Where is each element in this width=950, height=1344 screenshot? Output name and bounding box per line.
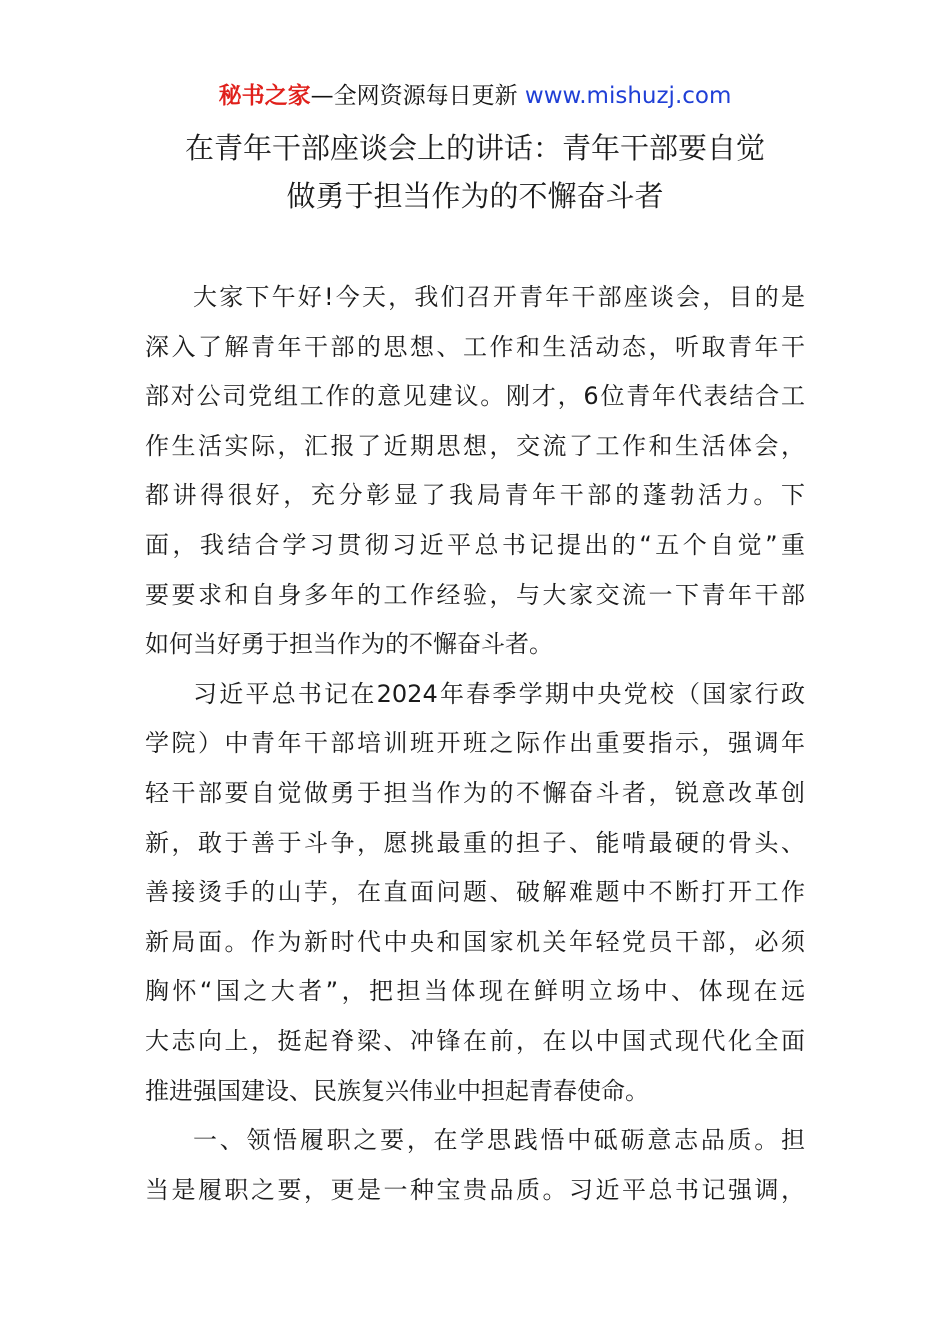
text-line: 当是履职之要，更是一种宝贵品质。习近平总书记强调， (145, 1175, 805, 1204)
text-line: 大家下午好!今天，我们召开青年干部座谈会，目的是 (193, 283, 805, 311)
text-line: 推进强国建设、民族复兴伟业中担起青春使命。 (145, 1076, 649, 1105)
document-body (145, 273, 805, 1215)
text-line: 胸怀“国之大者”，把担当体现在鲜明立场中、体现在远 (145, 977, 805, 1006)
text-line: 轻干部要自觉做勇于担当作为的不懈奋斗者，锐意改革创 (145, 778, 805, 807)
text-line: 面，我结合学习贯彻习近平总书记提出的“五个自觉”重 (145, 530, 805, 559)
site-header (0, 80, 950, 112)
text-line: 深入了解青年干部的思想、工作和生活动态，听取青年干 (145, 332, 805, 361)
text-line: 都讲得很好，充分彰显了我局青年干部的蓬勃活力。下 (145, 481, 805, 510)
text-line: 作生活实际，汇报了近期思想，交流了工作和生活体会， (145, 431, 805, 460)
text-line: 新，敢于善于斗争，愿挑最重的担子、能啃最硬的骨头、 (145, 828, 805, 857)
text-line: 学院）中青年干部培训班开班之际作出重要指示，强调年 (145, 729, 805, 758)
paragraph-1 (145, 273, 805, 670)
text-line: 一、领悟履职之要，在学思践悟中砥砺意志品质。担 (193, 1126, 805, 1155)
title-line-2: 做勇于担当作为的不懈奋斗者 (286, 179, 664, 213)
text-line: 要要求和自身多年的工作经验，与大家交流一下青年干部 (145, 580, 805, 609)
title-line-1: 在青年干部座谈会上的讲话：青年干部要自觉 (184, 131, 765, 165)
site-tagline: —全网资源每日更新 (310, 83, 525, 109)
site-url-link[interactable]: www.mishuzj.com (524, 83, 732, 109)
text-line: 如何当好勇于担当作为的不懈奋斗者。 (145, 630, 553, 659)
paragraph-3 (145, 1116, 805, 1215)
text-line: 部对公司党组工作的意见建议。刚才，6位青年代表结合工 (145, 382, 805, 411)
text-line: 习近平总书记在2024年春季学期中央党校（国家行政 (193, 679, 805, 708)
document-title (100, 124, 850, 220)
text-line: 善接烫手的山芋，在直面问题、破解难题中不断打开工作 (145, 878, 805, 907)
paragraph-2 (145, 670, 805, 1116)
site-brand: 秘书之家 (218, 83, 311, 109)
text-line: 新局面。作为新时代中央和国家机关年轻党员干部，必须 (145, 927, 805, 956)
text-line: 大志向上，挺起脊梁、冲锋在前，在以中国式现代化全面 (145, 1026, 805, 1055)
